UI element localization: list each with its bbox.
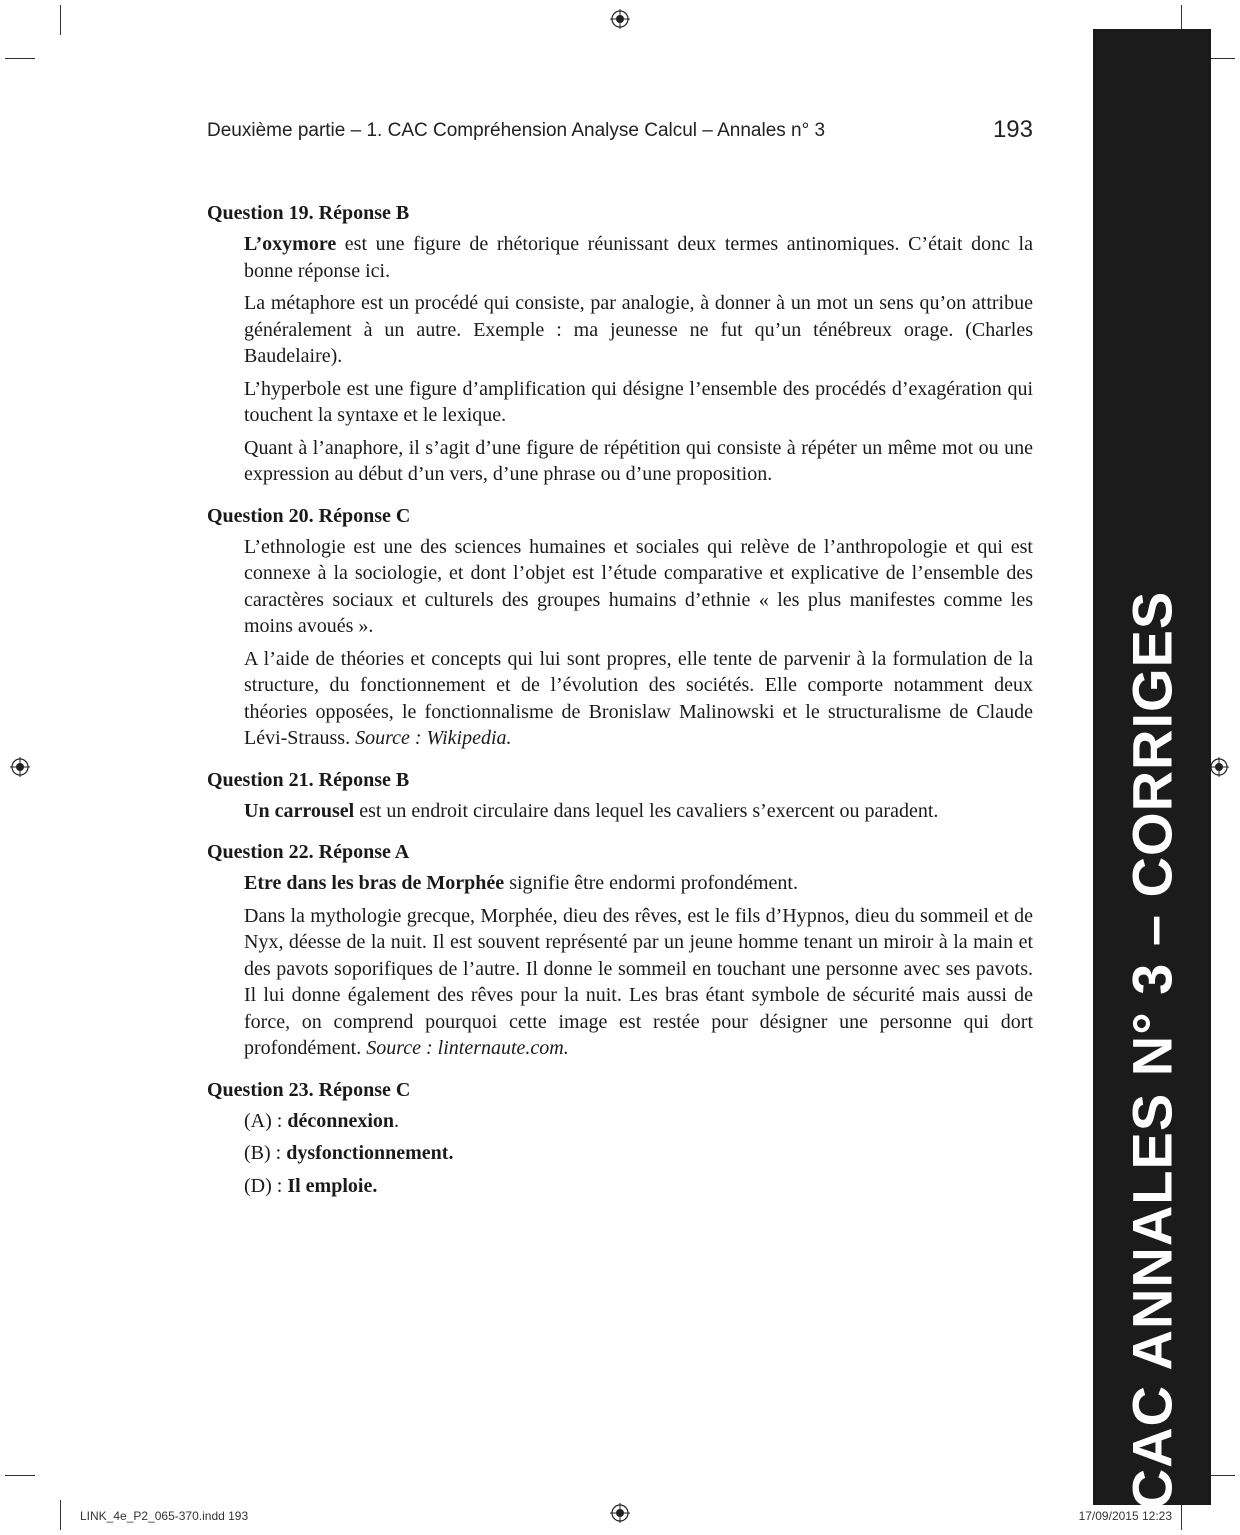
bold-term: dysfonctionnement.: [286, 1142, 454, 1164]
answers-content: [207, 199, 1033, 1213]
answer-paragraph: [244, 903, 1033, 1062]
question-block: [207, 766, 1033, 825]
bold-term: déconnexion: [287, 1109, 395, 1132]
question-title: Question 23. Réponse C: [207, 1078, 411, 1101]
question-block: [207, 838, 1033, 1062]
registration-mark-icon: [10, 757, 30, 777]
question-block: [207, 1076, 1033, 1200]
answer-paragraph: [244, 376, 1033, 429]
question-title: Question 22. Réponse A: [207, 841, 410, 863]
paragraph-text: (D) :: [244, 1174, 288, 1197]
bold-term: Etre dans les bras de Morphée: [244, 872, 505, 894]
side-tab-label: CAC ANNALES N° 3 – CORRIGES: [1120, 590, 1184, 1510]
paragraph-text: L’ethnologie est une des sciences humaines et sociales qui relève de l’anthropologie et qui est connexe à la sociologie, et dont l’objet est l’étude comparative et explicative de l’ensemble des caractères sociaux et culturels des groupes humains d’ethnie « les plus manifestes comme les moins avoués ».: [244, 535, 1033, 637]
question-title: Question 19. Réponse B: [207, 202, 410, 224]
answer-paragraph: [244, 1173, 1033, 1200]
answer-paragraph: [244, 290, 1033, 370]
answer-paragraph: [244, 1108, 1033, 1135]
paragraph-text: A l’aide de théories et concepts qui lui sont propres, elle tente de parvenir à la formulation de la structure, du fonctionnement et de l’évolution des sociétés. Elle comporte notamment deux théories opposées, le fonctionnalisme de Bronislaw Malinowski et le structuralisme de Claude Lévi-Strauss.: [244, 647, 1033, 749]
answer-paragraph: [244, 1140, 1033, 1167]
paragraph-text: est une figure de rhétorique réunissant deux termes antinomiques. C’était donc la bonne réponse ici.: [244, 233, 1033, 282]
bold-term: Il emploie.: [287, 1174, 378, 1197]
paragraph-text: Quant à l’anaphore, il s’agit d’une figure de répétition qui consiste à répéter un même mot ou une expression au début d’un vers, d’une phrase ou d’une proposition.: [244, 436, 1033, 485]
paragraph-text: .: [394, 1109, 400, 1132]
slug-date: 17/09/2015 12:23: [1078, 1509, 1172, 1523]
answer-paragraph: [244, 870, 1033, 897]
paragraph-text: La métaphore est un procédé qui consiste, par analogie, à donner à un mot un sens qu’on attribue généralement à un autre. Exemple : ma jeunesse ne fut qu’un ténébreux orage. (Charles Baudelaire).: [244, 292, 1033, 367]
crop-mark: [5, 1475, 35, 1476]
bold-term: L’oxymore: [244, 233, 337, 255]
registration-mark-icon: [610, 1503, 630, 1523]
answer-paragraph: [244, 798, 1033, 825]
paragraph-text: Dans la mythologie grecque, Morphée, dieu des rêves, est le fils d’Hypnos, dieu du sommeil et de Nyx, déesse de la nuit. Il est souvent représenté par un jeune homme tenant un miroir à la main et des pavots soporifiques de l’autre. Il donne le sommeil en touchant une personne avec ses pavots. Il lui donne également des rêves pour la nuit. Les bras étant symbole de sécurité mais aussi de force, on comprend pourquoi cette image est restée pour désigner une personne qui dort profondément.: [244, 904, 1033, 1059]
question-block: [207, 199, 1033, 488]
crop-mark: [60, 5, 61, 35]
question-title: Question 21. Réponse B: [207, 768, 410, 791]
paragraph-text: signifie être endormi profondément.: [504, 872, 798, 894]
running-title: Deuxième partie – 1. CAC Compréhension Analyse Calcul – Annales n° 3: [207, 120, 826, 141]
paragraph-text: L’hyperbole est une figure d’amplification qui désigne l’ensemble des procédés d’exagération qui touchent la syntaxe et le lexique.: [244, 377, 1033, 426]
registration-mark-icon: [1209, 757, 1229, 777]
paragraph-text: est un endroit circulaire dans lequel les cavaliers s’exercent ou paradent.: [354, 799, 939, 822]
page-header: [207, 116, 1033, 146]
answer-paragraph: [244, 231, 1033, 284]
page-number: 193: [992, 116, 1033, 143]
crop-mark: [60, 1500, 61, 1530]
paragraph-text: (A) :: [244, 1109, 288, 1132]
slug-filename: LINK_4e_P2_065-370.indd 193: [80, 1509, 249, 1523]
answer-paragraph: [244, 646, 1033, 752]
answer-paragraph: [244, 435, 1033, 488]
source-citation: Source : Wikipedia.: [355, 727, 512, 749]
answer-paragraph: [244, 534, 1033, 640]
registration-mark-icon: [610, 9, 630, 29]
question-block: [207, 502, 1033, 752]
paragraph-text: (B) :: [244, 1142, 287, 1164]
question-title: Question 20. Réponse C: [207, 504, 411, 527]
bold-term: Un carrousel: [244, 799, 355, 822]
crop-mark: [5, 58, 35, 59]
source-citation: Source : linternaute.com.: [366, 1037, 569, 1059]
